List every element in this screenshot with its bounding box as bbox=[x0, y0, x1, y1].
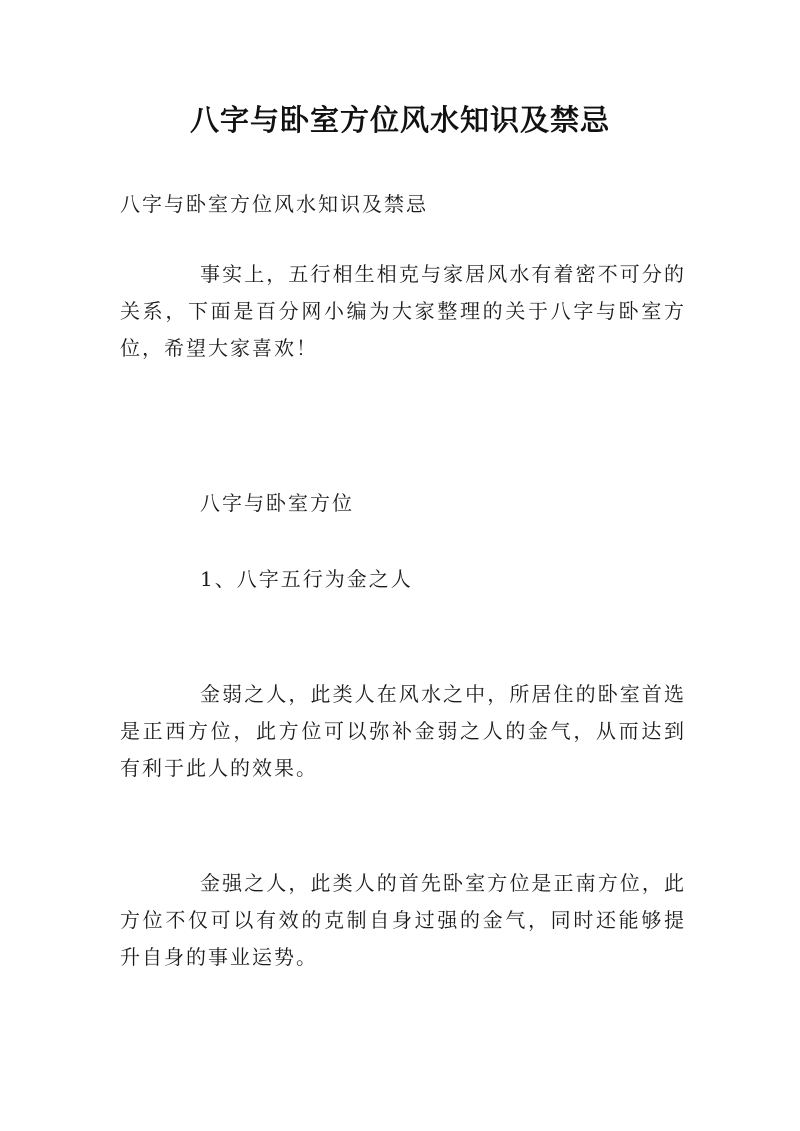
section-heading: 八字与卧室方位 bbox=[200, 491, 354, 515]
list-item-heading: 1、八字五行为金之人 bbox=[200, 567, 413, 591]
metal-strong-paragraph: 金强之人，此类人的首先卧室方位是正南方位，此方位不仅可以有效的克制自身过强的金气，同时还能够提升自身的事业运势。 bbox=[120, 871, 686, 969]
intro-paragraph: 事实上，五行相生相克与家居风水有着密不可分的关系，下面是百分网小编为大家整理的关于八字与卧室方位，希望大家喜欢！ bbox=[120, 262, 686, 360]
document-title: 八字与卧室方位风水知识及禁忌 bbox=[189, 103, 610, 137]
subtitle-paragraph: 八字与卧室方位风水知识及禁忌 bbox=[120, 192, 428, 216]
metal-weak-paragraph: 金弱之人，此类人在风水之中，所居住的卧室首选是正西方位，此方位可以弥补金弱之人的金气，从而达到有利于此人的效果。 bbox=[120, 682, 686, 780]
